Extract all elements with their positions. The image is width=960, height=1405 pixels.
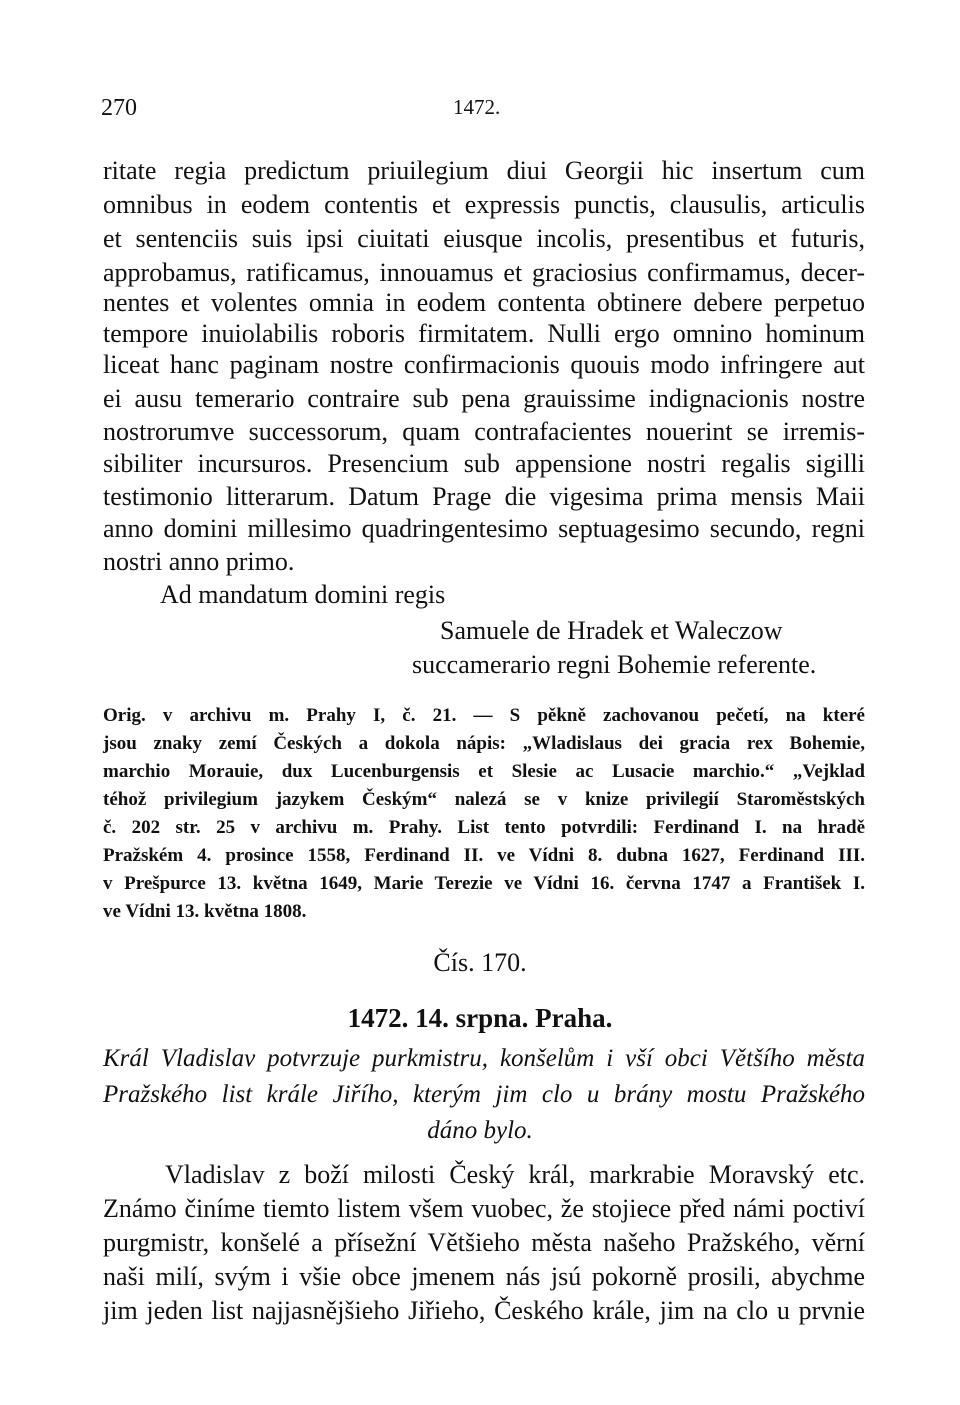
czech-text-line: jim jeden list najjasnějšieho Jiřieho, Českého krále, jim na clo u prvnie bbox=[103, 1296, 865, 1325]
body-line: ei ausu temerario contraire sub pena grauissime indignacionis nostre bbox=[103, 384, 865, 413]
archival-note-line: Pražském 4. prosince 1558, Ferdinand II. ve Vídni 8. dubna 1627, Ferdinand III. bbox=[103, 845, 865, 866]
archival-note-line: v Prešpurce 13. května 1649, Marie Terezie ve Vídni 16. června 1747 a František I. bbox=[103, 873, 865, 894]
archival-note-line: téhož privilegium jazykem Českým“ nalezá se v knize privilegií Staroměstských bbox=[103, 789, 865, 810]
body-line: sibiliter incursuros. Presencium sub appensione nostri regalis sigilli bbox=[103, 449, 865, 478]
referent-line: Samuele de Hradek et Waleczow bbox=[440, 616, 783, 645]
regest-line: dáno bylo. bbox=[427, 1117, 533, 1144]
body-line: anno domini millesimo quadringentesimo septuagesimo secundo, regni bbox=[103, 514, 865, 543]
archival-note-line: č. 202 str. 25 v archivu m. Prahy. List tento potvrdili: Ferdinand I. na hradě bbox=[103, 817, 865, 838]
body-line: nostri anno primo. bbox=[103, 547, 295, 576]
regest-line: Král Vladislav potvrzuje purkmistru, konšelům i vší obci Většího města bbox=[103, 1045, 865, 1072]
body-line: tempore inuiolabilis roboris firmitatem. Nulli ergo omnino hominum bbox=[103, 319, 865, 348]
referent-line: succamerario regni Bohemie referente. bbox=[412, 650, 817, 679]
body-line: testimonio litterarum. Datum Prage die vigesima prima mensis Maii bbox=[103, 482, 865, 511]
czech-text-line: purgmistr, konšelé a přísežní Většieho města našeho Pražského, věrní bbox=[103, 1228, 865, 1257]
archival-note-line: Orig. v archivu m. Prahy I, č. 21. — S pěkně zachovanou pečetí, na které bbox=[103, 705, 865, 726]
mandate-line: Ad mandatum domini regis bbox=[160, 580, 446, 609]
czech-text-line: naši milí, svým i všie obce jmenem nás jsú pokorně prosili, abychme bbox=[103, 1262, 865, 1291]
regest-line: Pražského list krále Jiřího, kterým jim clo u brány mostu Pražského bbox=[103, 1081, 865, 1108]
body-line: nostrorumve successorum, quam contrafacientes nouerint se irremis- bbox=[103, 417, 865, 446]
body-line: approbamus, ratificamus, innouamus et graciosius confirmamus, decer- bbox=[103, 258, 865, 287]
body-line: nentes et volentes omnia in eodem contenta obtinere debere perpetuo bbox=[103, 288, 865, 317]
archival-note-line: jsou znaky zemí Českých a dokola nápis: „Wladislaus dei gracia rex Bohemie, bbox=[103, 733, 865, 754]
body-line: ritate regia predictum priuilegium diui Georgii hic insertum cum bbox=[103, 156, 865, 185]
page-number: 270 bbox=[101, 95, 137, 121]
body-line: omnibus in eodem contentis et expressis punctis, clausulis, articulis bbox=[103, 190, 865, 219]
archival-note-line: marchio Morauie, dux Lucenburgensis et Slesie ac Lusacie marchio.“ „Vejklad bbox=[103, 761, 865, 782]
document-number: Čís. 170. bbox=[433, 948, 527, 977]
body-line: liceat hanc paginam nostre confirmacionis quouis modo infringere aut bbox=[103, 350, 865, 379]
running-header-year: 1472. bbox=[453, 95, 501, 119]
document-date-place: 1472. 14. srpna. Praha. bbox=[347, 1003, 613, 1033]
body-line: et sentenciis suis ipsi ciuitati eiusque incolis, presentibus et futuris, bbox=[103, 224, 865, 253]
archival-note-line: ve Vídni 13. května 1808. bbox=[103, 901, 307, 922]
czech-text-line: Známo činíme tiemto listem všem vuobec, že stojiece před námi poctiví bbox=[103, 1194, 865, 1223]
czech-text-line: Vladislav z boží milosti Český král, markrabie Moravský etc. bbox=[165, 1160, 865, 1189]
